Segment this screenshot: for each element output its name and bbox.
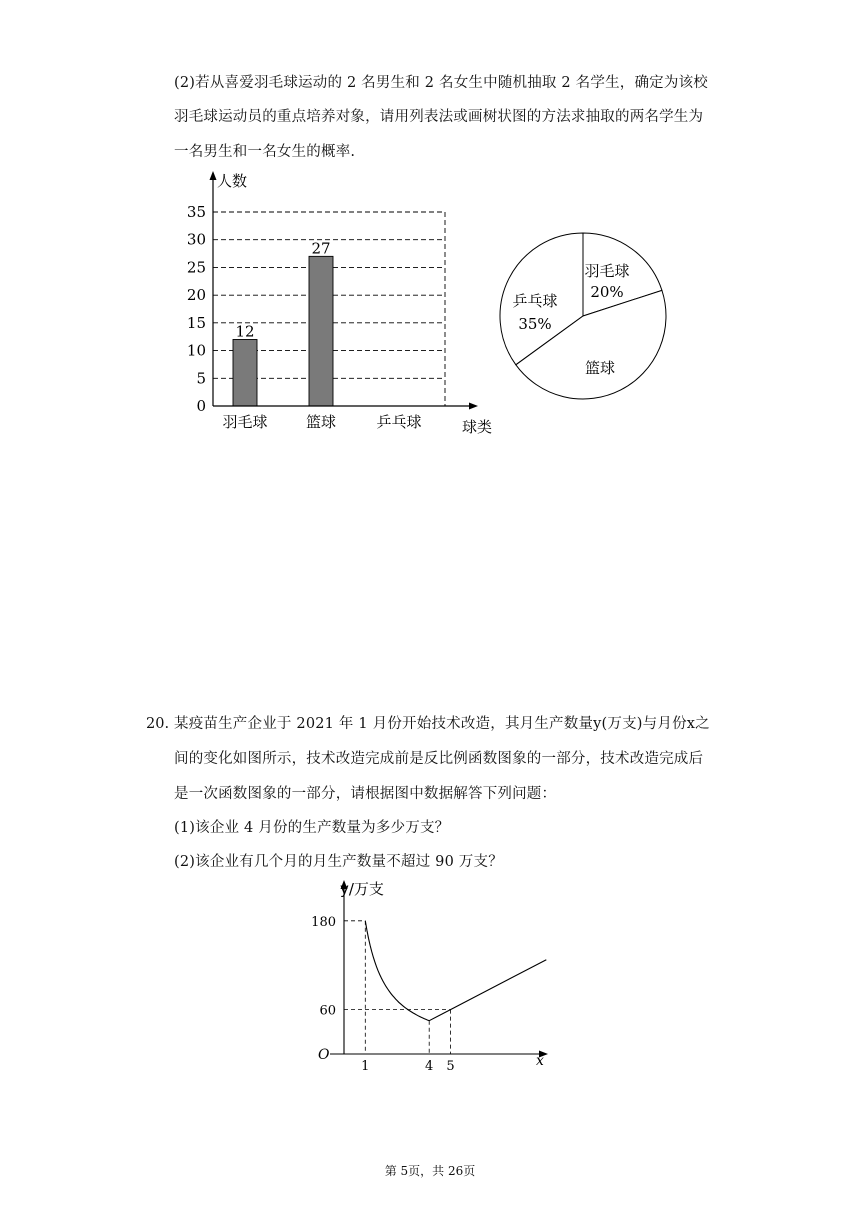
q20-sub-1: (1)该企业 4 月份的生产数量为多少万支？ — [174, 820, 450, 836]
pie-value-label: 35% — [518, 315, 552, 333]
fn-y-axis-label: y/万支 — [340, 880, 384, 898]
bar-category-label: 羽毛球 — [222, 413, 268, 431]
bar-y-tick-label: 30 — [186, 230, 206, 249]
pie-label: 羽毛球 — [584, 262, 630, 280]
pie-chart — [495, 230, 685, 415]
bar-x-arrow — [469, 403, 478, 410]
bar-y-tick-label: 25 — [186, 258, 206, 277]
page-footer: 第 5页，共 26页 — [384, 1164, 476, 1178]
q19-line-2: 羽毛球运动员的重点培养对象，请用列表法或画树状图的方法求抽取的两名学生为 — [174, 109, 704, 125]
q19-line-1: (2)若从喜爱羽毛球运动的 2 名男生和 2 名女生中随机抽取 2 名学生，确定为该校 — [174, 75, 708, 91]
bar-y-tick-label: 5 — [196, 369, 206, 388]
q20-line-3: 是一次函数图象的一部分，请根据图中数据解答下列问题： — [174, 786, 557, 802]
bar-category-label: 乒乓球 — [376, 413, 422, 431]
bar-y-axis-label: 人数 — [217, 172, 248, 190]
pie-label: 乒乓球 — [512, 292, 558, 310]
q20-line-1: 某疫苗生产企业于 2021 年 1 月份开始技术改造，其月生产数量y(万支)与月份x之 — [174, 716, 710, 732]
bar-y-arrow — [210, 171, 217, 180]
bar-chart — [180, 165, 500, 440]
bar-data-label: 27 — [311, 239, 331, 258]
function-graph — [300, 872, 570, 1072]
fn-origin-label: O — [318, 1047, 330, 1063]
pie-value-label: 20% — [590, 283, 624, 301]
fn-x-axis-label: x — [536, 1053, 544, 1069]
fn-x-tick-label: 5 — [446, 1059, 455, 1072]
bar-y-tick-label: 10 — [186, 341, 206, 360]
pie-label: 篮球 — [584, 359, 616, 377]
q20-sub-2: (2)该企业有几个月的月生产数量不超过 90 万支？ — [174, 854, 503, 870]
bar-y-tick-label: 20 — [186, 286, 206, 305]
fn-y-tick-label: 180 — [311, 914, 336, 930]
fn-x-tick-label: 1 — [361, 1059, 370, 1072]
fn-x-tick-label: 4 — [425, 1059, 434, 1072]
bar-data-label: 12 — [235, 322, 255, 341]
bar-y-tick-label: 15 — [186, 313, 206, 332]
bar-x-axis-label: 球类 — [462, 418, 493, 436]
fn-curve — [365, 921, 546, 1021]
bar-0 — [233, 339, 257, 406]
bar-y-tick-label: 0 — [196, 397, 206, 415]
bar-category-label: 篮球 — [305, 413, 337, 431]
bar-y-tick-label: 35 — [186, 203, 206, 221]
q19-line-3: 一名男生和一名女生的概率. — [174, 144, 356, 160]
bar-1 — [309, 256, 333, 406]
q20-number: 20. — [146, 716, 170, 732]
fn-y-tick-label: 60 — [319, 1003, 336, 1019]
q20-line-2: 间的变化如图所示，技术改造完成前是反比例函数图象的一部分，技术改造完成后 — [174, 751, 704, 767]
